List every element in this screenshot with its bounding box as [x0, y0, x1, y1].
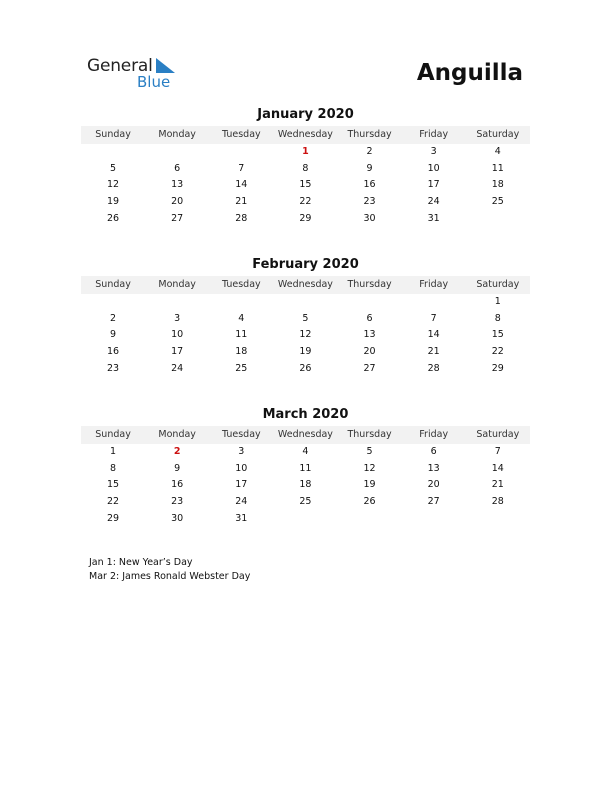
day-cell: 25: [299, 496, 312, 508]
day-cell: 16: [363, 179, 376, 191]
day-cell: 6: [366, 312, 373, 324]
day-cell: 5: [366, 446, 373, 457]
day-cell: 12: [299, 329, 312, 341]
day-cell: 9: [366, 162, 373, 174]
week-row: [81, 177, 530, 194]
day-cell: 31: [427, 212, 440, 224]
day-cell: 27: [427, 496, 440, 508]
day-cell: 26: [363, 496, 376, 508]
day-cell: 19: [107, 196, 120, 208]
day-cell: [466, 511, 530, 528]
week-row: [81, 327, 530, 344]
weekday-header-row: [81, 126, 530, 144]
day-cell: 17: [235, 479, 248, 491]
weekday-label: Monday: [158, 129, 196, 140]
day-cell: 18: [491, 179, 504, 191]
day-cell: 22: [299, 196, 312, 208]
month-title: March 2020: [262, 407, 349, 422]
week-row: [81, 144, 530, 161]
day-cell: 12: [363, 462, 376, 474]
day-cell: 21: [235, 196, 248, 208]
week-row: [81, 511, 530, 528]
day-cell: 11: [235, 329, 248, 341]
day-cell: 22: [491, 346, 504, 358]
day-cell: 20: [363, 346, 376, 358]
day-cell: 3: [174, 312, 181, 324]
week-row: [81, 461, 530, 478]
day-cell: 31: [235, 512, 248, 524]
day-cell: 23: [171, 496, 184, 508]
week-row: [81, 444, 530, 461]
day-cell: 30: [171, 512, 184, 524]
weekday-label: Wednesday: [277, 279, 333, 290]
month-calendar-march: [81, 406, 530, 527]
day-cell: 7: [238, 162, 245, 174]
weekday-label: Sunday: [95, 279, 131, 290]
day-cell: 22: [107, 496, 120, 508]
day-cell: 14: [427, 329, 440, 341]
weekday-label: Friday: [419, 279, 449, 290]
month-calendar-february: [81, 256, 530, 377]
day-cell: 20: [427, 479, 440, 491]
day-cell: 19: [363, 479, 376, 491]
day-cell: 13: [363, 329, 376, 341]
day-cell: 13: [427, 462, 440, 474]
holiday-day-cell: 2: [173, 446, 181, 457]
holiday-day-cell: 1: [302, 146, 309, 157]
day-cell: 10: [235, 462, 248, 474]
day-cell: 15: [491, 329, 504, 341]
day-cell: [209, 144, 273, 161]
day-cell: 4: [494, 146, 501, 157]
weekday-label: Tuesday: [221, 129, 261, 140]
weekday-label: Sunday: [95, 129, 131, 140]
day-cell: 24: [235, 496, 248, 508]
day-cell: 7: [494, 446, 501, 457]
day-cell: 5: [302, 312, 309, 324]
day-cell: 14: [491, 462, 504, 474]
day-cell: [402, 294, 466, 311]
day-cell: 12: [107, 179, 120, 191]
weekday-label: Saturday: [476, 429, 520, 440]
day-cell: [81, 294, 145, 311]
day-cell: [145, 294, 209, 311]
day-cell: 29: [491, 362, 504, 374]
logo-general-text: General: [87, 56, 153, 76]
day-cell: 27: [363, 362, 376, 374]
day-cell: 6: [174, 162, 181, 174]
day-cell: [145, 144, 209, 161]
weekday-label: Sunday: [95, 429, 131, 440]
day-cell: 10: [171, 329, 184, 341]
day-cell: [273, 294, 337, 311]
weekday-label: Thursday: [347, 129, 392, 140]
day-cell: 21: [491, 479, 504, 491]
weekday-label: Thursday: [347, 279, 392, 290]
weekday-label: Tuesday: [221, 429, 261, 440]
day-cell: 10: [427, 162, 440, 174]
generalblue-logo: [87, 56, 187, 92]
day-cell: 7: [430, 312, 437, 324]
week-row: [81, 211, 530, 228]
weekday-label: Friday: [419, 129, 449, 140]
day-cell: 15: [299, 179, 312, 191]
day-cell: 1: [494, 296, 501, 307]
day-cell: [402, 511, 466, 528]
weekday-label: Tuesday: [221, 279, 261, 290]
day-cell: 6: [430, 446, 437, 457]
month-title: January 2020: [257, 107, 354, 122]
day-cell: 25: [235, 362, 248, 374]
week-row: [81, 361, 530, 378]
day-cell: [81, 144, 145, 161]
day-cell: 3: [238, 446, 245, 457]
day-cell: 15: [107, 479, 120, 491]
day-cell: 13: [171, 179, 184, 191]
day-cell: 29: [107, 512, 120, 524]
weekday-label: Thursday: [347, 429, 392, 440]
weekday-header-row: [81, 276, 530, 294]
month-calendar-january: [81, 106, 530, 227]
day-cell: 28: [235, 212, 248, 224]
month-title: February 2020: [252, 257, 359, 272]
day-cell: 16: [107, 346, 120, 358]
day-cell: 14: [235, 179, 248, 191]
day-cell: 2: [110, 312, 117, 324]
day-cell: [209, 294, 273, 311]
day-cell: [466, 211, 530, 228]
weekday-label: Friday: [419, 429, 449, 440]
day-cell: 21: [427, 346, 440, 358]
week-row: [81, 344, 530, 361]
day-cell: 23: [363, 196, 376, 208]
weekday-label: Saturday: [476, 129, 520, 140]
week-row: [81, 194, 530, 211]
day-cell: 5: [110, 162, 117, 174]
day-cell: 26: [107, 212, 120, 224]
week-row: [81, 294, 530, 311]
day-cell: 2: [366, 146, 373, 157]
day-cell: 18: [235, 346, 248, 358]
day-cell: 3: [430, 146, 437, 157]
weekday-label: Wednesday: [277, 429, 333, 440]
day-cell: [273, 511, 337, 528]
weekday-label: Monday: [158, 279, 196, 290]
day-cell: 9: [110, 329, 117, 341]
day-cell: 25: [491, 196, 504, 208]
holiday-note: Mar 2: James Ronald Webster Day: [89, 571, 251, 582]
day-cell: 19: [299, 346, 312, 358]
day-cell: 8: [302, 162, 309, 174]
day-cell: 8: [110, 462, 117, 474]
weekday-label: Wednesday: [277, 129, 333, 140]
day-cell: 26: [299, 362, 312, 374]
day-cell: 9: [174, 462, 181, 474]
day-cell: 1: [110, 446, 117, 457]
day-cell: [338, 511, 402, 528]
holiday-notes: [89, 556, 250, 584]
day-cell: 16: [171, 479, 184, 491]
day-cell: 11: [299, 462, 312, 474]
day-cell: 23: [107, 362, 120, 374]
logo-blue-text: Blue: [137, 73, 171, 91]
day-cell: 17: [427, 179, 440, 191]
day-cell: 8: [494, 312, 501, 324]
week-row: [81, 477, 530, 494]
day-cell: 24: [427, 196, 440, 208]
day-cell: 27: [171, 212, 184, 224]
country-title: Anguilla: [416, 60, 523, 86]
week-row: [81, 161, 530, 178]
day-cell: 30: [363, 212, 376, 224]
day-cell: 11: [491, 162, 504, 174]
holiday-note: Jan 1: New Year’s Day: [89, 557, 193, 568]
day-cell: 28: [427, 362, 440, 374]
day-cell: 20: [171, 196, 184, 208]
logo-flag-icon: [154, 58, 176, 74]
day-cell: [338, 294, 402, 311]
day-cell: 17: [171, 346, 184, 358]
day-cell: 4: [238, 312, 245, 324]
day-cell: 29: [299, 212, 312, 224]
weekday-label: Monday: [158, 429, 196, 440]
day-cell: 28: [491, 496, 504, 508]
day-cell: 4: [302, 446, 309, 457]
week-row: [81, 494, 530, 511]
day-cell: 18: [299, 479, 312, 491]
weekday-label: Saturday: [476, 279, 520, 290]
weekday-header-row: [81, 426, 530, 444]
week-row: [81, 311, 530, 328]
day-cell: 24: [171, 362, 184, 374]
